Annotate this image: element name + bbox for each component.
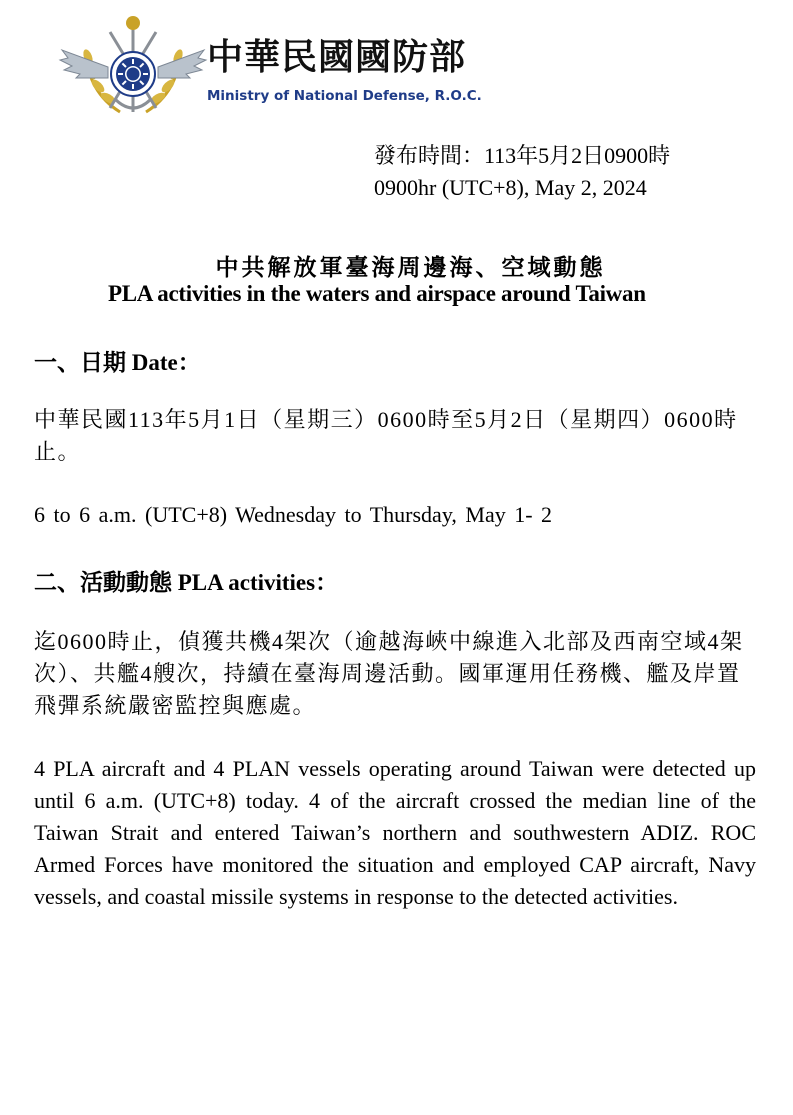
org-name-en: Ministry of National Defense, R.O.C. <box>207 88 482 104</box>
section2-heading: 二、活動動態 PLA activities： <box>34 570 339 595</box>
org-name-zh: 中華民國國防部 <box>207 37 467 78</box>
section1-heading: 一、日期 Date： <box>34 350 201 375</box>
document-title-zh: 中共解放軍臺海周邊海、空域動態 <box>215 255 606 280</box>
section2-activity-en: 4 PLA aircraft and 4 PLAN vessels operating around Taiwan were detected up until 6 a.m. (UTC+8) today. 4 of the aircraft crossed the median line of the Taiwan Strait and entered Taiwan’s northern and southwestern ADIZ. ROC Armed Forces have monitored the situation and employed CAP aircraft, Navy vessels, and coastal missile systems in response to the detected activities. <box>34 756 756 909</box>
document-title-en: PLA activities in the waters and airspace around Taiwan <box>108 281 646 306</box>
release-time-zh: 發布時間：113年5月2日0900時 <box>374 143 671 168</box>
section1-date-en: 6 to 6 a.m. (UTC+8) Wednesday to Thursday, May 1- 2 <box>34 502 553 527</box>
mnd-emblem-icon <box>58 12 208 122</box>
section1-date-zh: 中華民國113年5月1日（星期三）0600時至5月2日（星期四）0600時止。 <box>34 407 738 464</box>
release-time-en: 0900hr (UTC+8), May 2, 2024 <box>374 175 647 200</box>
section2-activity-zh: 迄0600時止，偵獲共機4架次（逾越海峽中線進入北部及西南空域4架次）、共艦4艘次，持續在臺海周邊活動。國軍運用任務機、艦及岸置飛彈系統嚴密監控與應處。 <box>34 629 744 718</box>
